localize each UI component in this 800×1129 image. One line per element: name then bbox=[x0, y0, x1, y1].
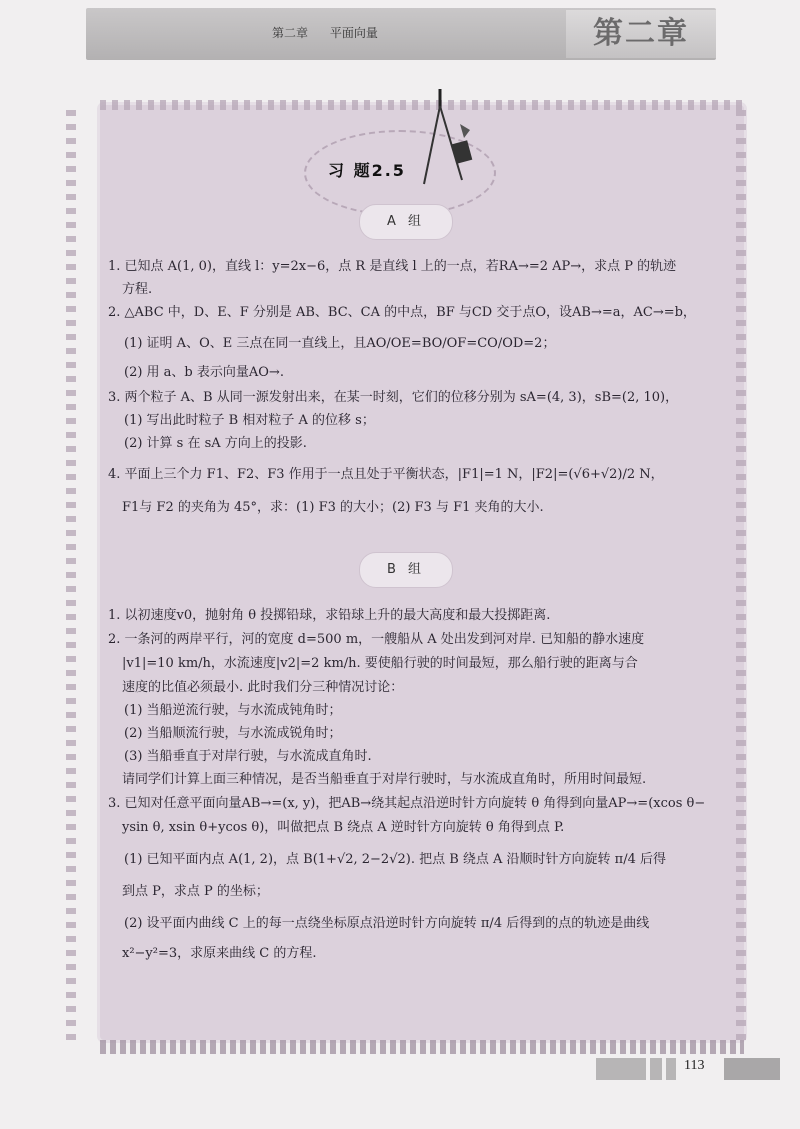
compass-icon bbox=[410, 84, 480, 194]
problem-b2-line1: 2. 一条河的两岸平行，河的宽度 d=500 m，一艘船从 A 处出发到河对岸. 已知船的静水速度 bbox=[108, 632, 645, 647]
problem-a4-line2: F1与 F2 的夹角为 45°，求：(1) F3 的大小；(2) F3 与 F1 夹角的大小. bbox=[122, 500, 544, 515]
problem-a3-part2: (2) 计算 s 在 sA 方向上的投影. bbox=[124, 436, 307, 451]
problem-a2-line1: 2. △ABC 中，D、E、F 分别是 AB、BC、CA 的中点，BF 与CD 交于点O，设AB→=a，AC→=b， bbox=[108, 305, 696, 320]
problem-a1-line1: 1. 已知点 A(1, 0)，直线 l：y=2x−6，点 R 是直线 l 上的一点，若RA→=2 AP→，求点 P 的轨迹 bbox=[108, 259, 677, 274]
footer-bar-mid1 bbox=[650, 1058, 662, 1080]
problem-b3-part2-line2: x²−y²=3，求原来曲线 C 的方程. bbox=[122, 946, 317, 961]
problem-a2-part2: (2) 用 a、b 表示向量AO→. bbox=[124, 365, 284, 380]
problem-b3-line1: 3. 已知对任意平面向量AB→=(x, y)，把AB→绕其起点沿逆时针方向旋转 θ 角得到向量AP→=(xcos θ− bbox=[108, 796, 706, 811]
problem-b2-line2: |v1|=10 km/h，水流速度|v2|=2 km/h. 要使船行驶的时间最短，那么船行驶的距离与合 bbox=[122, 656, 638, 671]
chapter-label: 第二章 bbox=[272, 26, 309, 40]
problem-b2-case2: (2) 当船顺流行驶，与水流成锐角时； bbox=[124, 726, 342, 741]
problem-a1-line2: 方程. bbox=[122, 282, 153, 297]
problem-a4-line1: 4. 平面上三个力 F1、F2、F3 作用于一点且处于平衡状态，|F1|=1 N，|F2|=(√6+√2)/2 N， bbox=[108, 467, 664, 482]
problem-a3-line1: 3. 两个粒子 A、B 从同一源发射出来，在某一时刻，它们的位移分别为 sA=(4, 3)，sB=(2, 10)， bbox=[108, 390, 679, 405]
panel-dotted-border-bottom bbox=[100, 1040, 744, 1054]
section-label: 平面向量 bbox=[329, 26, 378, 40]
group-a-badge: A 组 bbox=[359, 204, 453, 240]
group-b-badge: B 组 bbox=[359, 552, 453, 588]
problem-a2-part1: (1) 证明 A、O、E 三点在同一直线上，且AO/OE=BO/OF=CO/OD=2； bbox=[124, 336, 556, 351]
problem-b2-line4: 请同学们计算上面三种情况，是否当船垂直于对岸行驶时，与水流成直角时，所用时间最短. bbox=[122, 772, 647, 787]
problem-b3-part1-line2: 到点 P，求点 P 的坐标； bbox=[122, 884, 269, 899]
chapter-badge: 第二章 bbox=[566, 10, 716, 58]
panel-dotted-border-left bbox=[66, 110, 76, 1040]
footer-bar-left bbox=[596, 1058, 646, 1080]
problem-b3-part1-line1: (1) 已知平面内点 A(1, 2)，点 B(1+√2, 2−2√2). 把点 B 绕点 A 沿顺时针方向旋转 π/4 后得 bbox=[124, 852, 667, 867]
exercise-title: 习 题2.5 bbox=[328, 161, 406, 180]
page-number: 113 bbox=[684, 1058, 705, 1073]
problem-b2-case3: (3) 当船垂直于对岸行驶，与水流成直角时. bbox=[124, 749, 372, 764]
panel-dotted-border-right bbox=[736, 110, 746, 1040]
problem-a3-part1: (1) 写出此时粒子 B 相对粒子 A 的位移 s； bbox=[124, 413, 375, 428]
problem-b1-line1: 1. 以初速度v0，抛射角 θ 投掷铅球，求铅球上升的最大高度和最大投掷距离. bbox=[108, 608, 551, 623]
problem-b3-part2-line1: (2) 设平面内曲线 C 上的每一点绕坐标原点沿逆时针方向旋转 π/4 后得到的点的轨迹是曲线 bbox=[124, 916, 650, 931]
running-header bbox=[272, 24, 396, 41]
footer-bar-mid2 bbox=[666, 1058, 676, 1080]
problem-b2-line3: 速度的比值必须最小. 此时我们分三种情况讨论： bbox=[122, 680, 404, 695]
problem-b3-line2: ysin θ, xsin θ+ycos θ)，叫做把点 B 绕点 A 逆时针方向旋转 θ 角得到点 P. bbox=[122, 820, 565, 835]
footer-bar-right bbox=[724, 1058, 780, 1080]
problem-b2-case1: (1) 当船逆流行驶，与水流成钝角时； bbox=[124, 703, 342, 718]
